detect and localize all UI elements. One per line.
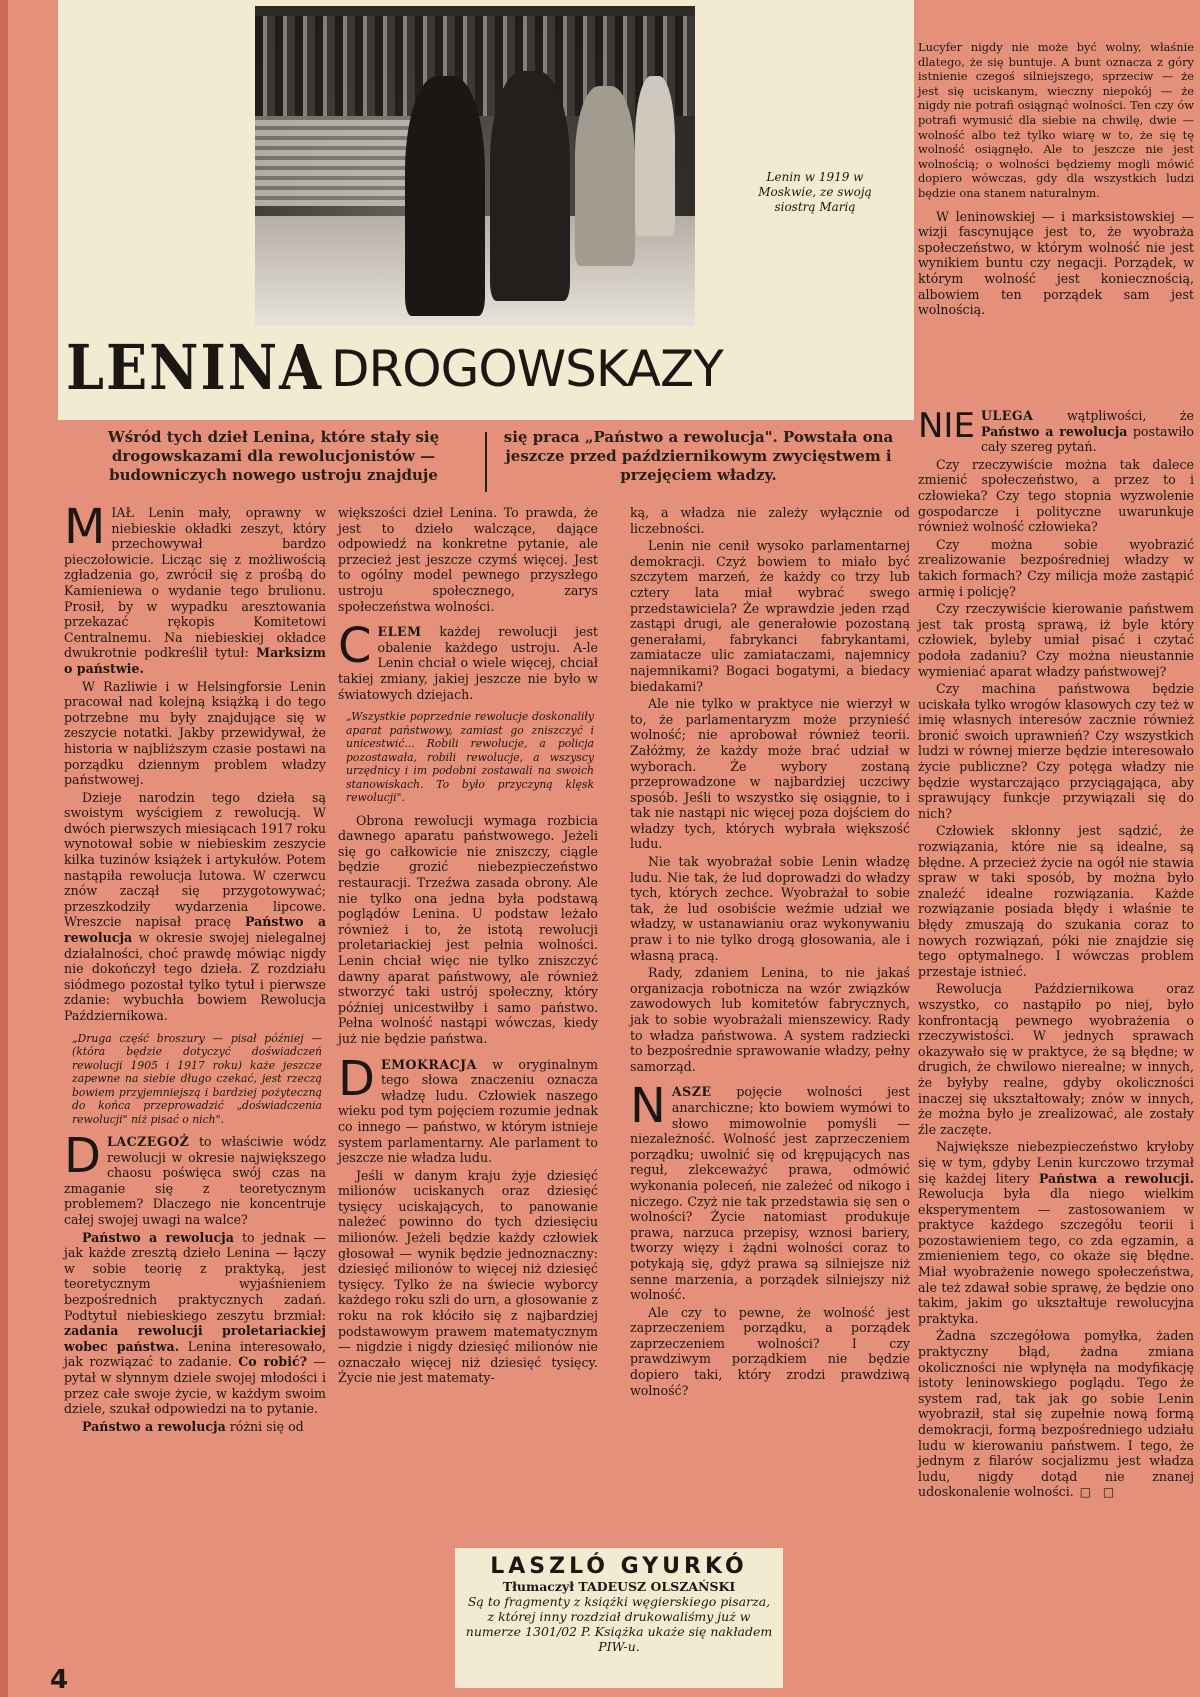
drop-cap: C: [338, 618, 372, 675]
paragraph: Rewolucja Październikowa oraz wszystko, co nastąpiło po niej, było konfrontacją pewnego wyobrażenia o rzeczywistości. W jednych sprawach okazywało się w praktyce, że są błędne; w drugich, że chwilowo nierealne; w innych, że byłyby realne, gdyby okoliczności inaczej się ukształtowały; znów w innych, że można było je zrealizować, ale zostały źle zaczęte.: [918, 981, 1194, 1137]
text: każdej rewolucji jest obalenie każdego ustroju. A-le Lenin chciał o wiele więcej, chciał takiej zmiany, jakiej jeszcze nie było w światowych dziejach.: [338, 624, 598, 702]
drop-cap: M: [64, 499, 106, 555]
text: Największe niebezpieczeństwo kryłoby się w tym, gdyby Lenin kurczowo trzymał się każdej litery: [918, 1139, 1194, 1186]
title-light-part: DROGOWSKAZY: [331, 340, 723, 398]
paragraph: [918, 1139, 1194, 1326]
paragraph: [64, 790, 326, 1024]
paragraph: W Razliwie i w Helsingforsie Lenin pracował nad kolejną książką i do tego potrzebne mu były znajdujące się w zeszycie notatki. Jakby przewidywał, że historia w najbliższym czasie postawi na porządku dziennym problem władzy państwowej.: [64, 678, 326, 788]
text: Lenina interesowało, jak rozwiązać to zadanie.: [64, 1338, 326, 1370]
paragraph: Rady, zdaniem Lenina, to nie jakaś organizacja robotnicza na wzór związków zawodowych lub komitetów fabrycznych, jak to sobie wyobrażali mienszewicy. Rady to władza państwowa. A system radziecki to bezpośrednie sprawowanie władzy, pełny samorząd.: [630, 965, 910, 1074]
drop-cap: D: [338, 1050, 375, 1107]
translator-credit: Tłumaczył TADEUSZ OLSZAŃSKI: [502, 1579, 736, 1594]
author-box: [455, 1548, 783, 1688]
bold-text: Państwo a rewolucja: [980, 423, 1128, 439]
red-edge: [0, 0, 8, 1697]
column-3: [630, 505, 910, 1400]
paragraph: [918, 1328, 1194, 1501]
column-1: [64, 499, 326, 1436]
text: Żadna szczegółowa pomyłka, żaden praktyczny błąd, żadna zmiana okoliczności nie wpłynęła na modyfikację istoty leninowskiego poglądu. Tego że system rad, tak jak go sobie Lenin wyobraził, stał się zupełnie nową formą demokracji, formą bezpośredniego udziału ludu w kierowaniu państwem. I tego, że jednym z filarów socjalizmu jest władza ludu, nigdy dotąd nie znanej udoskonalenie wolności.: [918, 1328, 1194, 1500]
lead-right: się praca „Państwo a rewolucja". Powstała ona jeszcze przed październikowym zwycięstwem i przejęciem władzy.: [503, 428, 894, 484]
bold-text: zadania rewolucji proletariackiej wobec państwa.: [64, 1323, 326, 1354]
article-title: [66, 330, 906, 415]
text: to jednak — jak każde zresztą dzieło Lenina — łączy w sobie teorię z praktyką, jest teoretycznym wyjaśnieniem bezpośrednich praktycznych zadań. Podtytuł niebieskiego zeszytu brzmiał:: [64, 1229, 326, 1323]
paragraph: Ale nie tylko w praktyce nie wierzył w to, że parlamentaryzm może przynieść wolność; nie aprobował również teorii. Załóżmy, że każdy może brać udział w wyborach. Że wybory zostaną przeprowadzone w najbardziej uczciwy sposób. Jeśli to wszystko się osiągnie, to i tak nie nastąpi nic więcej poza dojściem do władzy tych, których wybrała większość ludu.: [630, 696, 910, 852]
paragraph: [64, 1230, 326, 1417]
paragraph: [64, 1128, 326, 1228]
column-2: [338, 505, 598, 1388]
text: w oryginalnym tego słowa znaczeniu oznacza władzę ludu. Człowiek naszego wieku pod tym pojęciem rozumie jednak co innego — państwo, w którym istnieje system parlamentarny. Ale parlament to jeszcze nie władza ludu.: [338, 1056, 598, 1166]
photo-caption: Lenin w 1919 w Moskwie, ze swoją siostrą Marią: [758, 170, 872, 214]
paragraph: [630, 1078, 910, 1303]
text: to właściwie wódz rewolucji w okresie największego chaosu poświęca swój czas na zmaganie się z teoretycznym problemem? Dlaczego nie koncentruje całej swojej uwagi na walce?: [64, 1134, 326, 1228]
text: Dzieje narodzin tego dzieła są swoistym wyścigiem z rewolucją. W dwóch pierwszych miesiącach 1917 roku wynotował sobie w niebieskim zeszycie kilka tuzinów książek i artykułów. Potem nastąpiła rewolucja lutowa. W czerwcu znów zaczął się przygotowywać; przeszkodziły wydarzenia lipcowe. Wreszcie napisał pracę: [64, 789, 326, 930]
paragraph: Lenin nie cenił wysoko parlamentarnej demokracji. Czyż bowiem to miało być szczytem marzeń, że każdy co trzy lub cztery lata miał wybrać swego przedstawiciela? Że wprawdzie jeden rząd zastąpi drugi, ale generałowie pozostaną generałami, fabrykanci fabrykantami, zamiatacze ulic zamiataczami, najemnicy najemnikami? Bogaci bogatymi, a biedacy biedakami?: [630, 538, 910, 694]
lead-word: ASZE: [671, 1084, 712, 1100]
photo-stairs: [255, 116, 425, 206]
paragraph: Obrona rewolucji wymaga rozbicia dawnego aparatu państwowego. Jeżeli się go całkowicie nie zniszczy, ciągle będzie grozić niebezpieczeństwo restauracji. Trzeźwa zasada obrony. Ale nie tylko ona jedna była podstawą poglądów Lenina. U podstaw leżało również i to, że istotą rewolucji proletariackiej jest pełnia wolności. Lenin chciał więc nie tylko zniszczyć dawny aparat państwowy, ale również stworzyć taki ustrój społeczny, który później unicestwiłby i samo państwo. Pełna wolność nastąpi wówczas, kiedy już nie będzie państwa.: [338, 812, 598, 1046]
paragraph: W leninowskiej — i marksistowskiej — wizji fascynujące jest to, że wyobraża społeczeństwo, w którym wolność nie jest wynikiem buntu czy negacji. Porządek, w którym wolność jest koniecznością, albowiem ten porządek sam jest wolnością.: [918, 208, 1194, 318]
paragraph: Czy można sobie wyobrazić zrealizowanie bezpośredniej władzy w takich formach? Czy milicja może zastąpić armię i policję?: [918, 536, 1194, 599]
paragraph: większości dzieł Lenina. To prawda, że jest to dzieło walczące, dające odpowiedź na konkretne pytanie, ale przecież jest jeszcze czymś więcej. Jest to ogólny model pewnego przyszłego ustroju społecznego, zarys społeczeństwa wolności.: [338, 505, 598, 614]
paragraph: [918, 408, 1194, 455]
paragraph: [338, 618, 598, 702]
paragraph: Ale czy to pewne, że wolność jest zaprzeczeniem porządku, a porządek zaprzeczeniem wolności? I czy prawdziwym porządkiem nie będzie dopiero taki, który zrodzi prawdziwą wolność?: [630, 1304, 910, 1398]
lead-word: ULEGA: [980, 408, 1034, 423]
bold-text: Państwa a rewolucji.: [1038, 1170, 1194, 1186]
paragraph: Czy machina państwowa będzie uciskała tylko wrogów klasowych czy też w imię własnych interesów zacznie również bronić swoich uprawnień? Czy wszystkich ludzi w równej mierze będzie interesowało życie publiczne? Czy potęga władzy nie będzie wystarczająco przyciągająca, aby sprawujący funkcje przywiązali się do nich?: [918, 681, 1194, 821]
author-name: LASZLÓ GYURKÓ: [490, 1554, 748, 1579]
photo-figure-woman: [405, 76, 485, 316]
lead-word: ELEM: [377, 624, 422, 640]
text: Rewolucja była dla niego wielkim eksperymentem — zastosowaniem w praktyce każdego szczegółu teorii i pozostawieniem tego, co zda egzamin, a zmienieniem tego, co okaże się błędne. Miał wyobrażenie nowego społeczeństwa, ale też zdawał sobie sprawę, że będzie ono takim, jakim go ukształtuje rewolucyjna praktyka.: [918, 1186, 1194, 1326]
author-note: Są to fragmenty z książki węgierskiego pisarza, z której inny rozdział drukowaliśmy już w numerze 1301/02 P. Książka ukaże się nakładem PIW-u.: [465, 1594, 773, 1654]
bold-text: Co robić?: [238, 1354, 308, 1370]
text: różni się od: [229, 1418, 304, 1434]
paragraph: [64, 1419, 326, 1435]
paragraph: Czy rzeczywiście można tak dalece zmienić społeczeństwo, a przez to i człowieka? Czy tego stopnia wyzwolenie gospodarcze i polityczne uwarunkuje również wolność człowieka?: [918, 456, 1194, 535]
column-4: [918, 408, 1194, 1503]
bold-text: Państwo a rewolucja: [64, 914, 326, 946]
drop-cap: D: [64, 1128, 101, 1185]
paragraph: Jeśli w danym kraju żyje dziesięć milionów uciskanych oraz dziesięć tysięcy uciskających, to panowanie należeć powinno do tych dziesięciu milionów. Jeżeli będzie każdy człowiek głosował — wynik będzie jednoznaczny: dziesięć milionów to więcej niż dziesięć tysięcy. Tylko że na świecie wyborcy każdego roku szli do urn, a głosowanie z roku na rok kłóciło się z najbardziej podstawowym prawem matematycznym — nigdzie i nigdy dziesięć milionów nie oznaczało więcej niż dziesięć tysięcy. Życie nie jest matematy-: [338, 1167, 598, 1386]
bold-text: Marksizm o państwie.: [64, 645, 326, 676]
bold-text: Państwo a rewolucja: [82, 1418, 226, 1434]
lead-left: Wśród tych dzieł Lenina, które stały się drogowskazami dla rewolucjonistów — budowniczych nowego ustroju znajduje: [107, 428, 440, 484]
lead-divider: [485, 432, 487, 492]
lead-paragraph: [68, 428, 904, 496]
text: postawiło cały szereg pytań.: [980, 423, 1194, 455]
title-bold-part: LENINA: [66, 330, 324, 404]
drop-cap: NIE: [918, 406, 975, 446]
text: w okresie swojej nielegalnej działalności, choć prawdę mówiąc nigdy nie dokończył tego dzieła. Z rozdziału siódmego pozostał tylko tytuł i pierwsze zdanie: wybuchła bowiem Rewolucja Październikowa.: [64, 930, 326, 1023]
drop-cap: N: [630, 1078, 666, 1135]
column-4-top: [918, 40, 1194, 326]
photo-figure-lenin: [490, 71, 570, 301]
text: IAŁ Lenin mały, oprawny w niebieskie okładki zeszyt, który przechowywał bardzo pieczołowicie. Licząc się z możliwością zgładzenia go, zwrócił się z prośbą do Kamieniewa o wydanie tego brulionu. Prosił, by w wypadku aresztowania przekazać rękopis Komitetowi Centralnemu. Na niebieskiej okładce dwukrotnie podkreślił tytuł:: [64, 505, 326, 661]
end-mark-icon: □ □: [1079, 1485, 1119, 1500]
paragraph: [338, 1050, 598, 1166]
quote: „Wszystkie poprzednie rewolucje doskonaliły aparat państwowy, zamiast go zniszczyć i unicestwić... Robili rewolucje, a policja pozostawała, robili rewolucje, a wszyscy urzędnicy i im podobni zostawali na swoich stanowiskach. To było przyczyną klęsk rewolucji".: [346, 710, 594, 805]
paragraph: Nie tak wyobrażał sobie Lenin władzę ludu. Nie tak, że lud doprowadzi do władzy tych, których zechce. Wyobrażał to sobie tak, że lud osobiście weźmie udział we władzy, w ustanawianiu oraz wykonywaniu praw i to nie tylko drogą głosowania, ale i własną pracą.: [630, 854, 910, 963]
quote: „Druga część broszury — pisał później — (która będzie dotyczyć doświadczeń rewolucji 1905 i 1917 roku) każe jeszcze zapewne na siebie długo czekać, jest rzeczą bowiem przyjemniejszą i bardziej pożyteczną do końca przeprowadzić „doświadczenia rewolucji" niż pisać o nich".: [72, 1031, 322, 1126]
photo-figure-soldier: [575, 86, 635, 266]
paragraph: Lucyfer nigdy nie może być wolny, właśnie dlatego, że się buntuje. A bunt oznacza z góry istnienie czegoś silniejszego, sprzeciw — że jest się uciskanym, wieczny niepokój — że nigdy nie potrafi osiągnąć wolności. Ten czy ów potrafi wymusić dla siebie na chwilę, dwie — wolność albo też tylko wiarę w to, że się tę wolność osiągnęło. Ale to jeszcze nie jest wolnością; o wolności będziemy mogli mówić dopiero wówczas, gdy dla wszystkich ludzi będzie ona stanem naturalnym.: [918, 40, 1194, 200]
paragraph: [64, 499, 326, 677]
paragraph: Człowiek skłonny jest sądzić, że rozwiązania, które nie są idealne, są błędne. A przecież życie na ogół nie stawia spraw w taki sposób, by można było znaleźć idealne rozwiązania. Każde rozwiązanie posiada błędy i właśnie te błędy zmuszają do szukania coraz to nowych rozwiązań, póki nie znajdzie się tego optymalnego. I wówczas problem przestaje istnieć.: [918, 823, 1194, 979]
text: wątpliwości, że: [1066, 408, 1194, 423]
photograph: [255, 6, 695, 326]
photo-crowd: [255, 16, 695, 116]
lead-word: LACZEGOŻ: [106, 1134, 190, 1150]
bold-text: Państwo a rewolucja: [82, 1229, 234, 1245]
paragraph: Czy rzeczywiście kierowanie państwem jest tak prostą sprawą, iż byle który człowiek, byleby umiał pisać i czytać podoła zadaniu? Czy można nieustannie wymieniać aparat władzy państwowej?: [918, 601, 1194, 679]
paragraph: ką, a władza nie zależy wyłącznie od liczebności.: [630, 505, 910, 536]
text: pojęcie wolności jest anarchiczne; kto bowiem wymówi to słowo mimowolnie pomyśli — niezależność. Wolność jest zaprzeczeniem porządku; uwolnić się od krępujących nas reguł, zlekceważyć prawa, odmówić wykonania poleceń, nie zależeć od nikogo i niczego. Czyż nie tak przedstawia się sen o wolności? Życie natomiast produkuje prawa, narzuca przepisy, wznosi bariery, tworzy więzy i żądni wolności coraz to potykają się, gdyż prawa są silniejsze niż senne marzenia, a porządek silniejszy niż wolność.: [630, 1084, 910, 1303]
pink-margin: [0, 0, 58, 1697]
photo-figure-bystander: [635, 76, 675, 236]
lead-word: EMOKRACJA: [380, 1056, 477, 1072]
text: — pytał w słynnym dziele swojej młodości i przez całe swoje życie, w każdym swoim dziele, szukał odpowiedzi na to pytanie.: [64, 1354, 326, 1417]
page-number: 4: [50, 1665, 69, 1695]
